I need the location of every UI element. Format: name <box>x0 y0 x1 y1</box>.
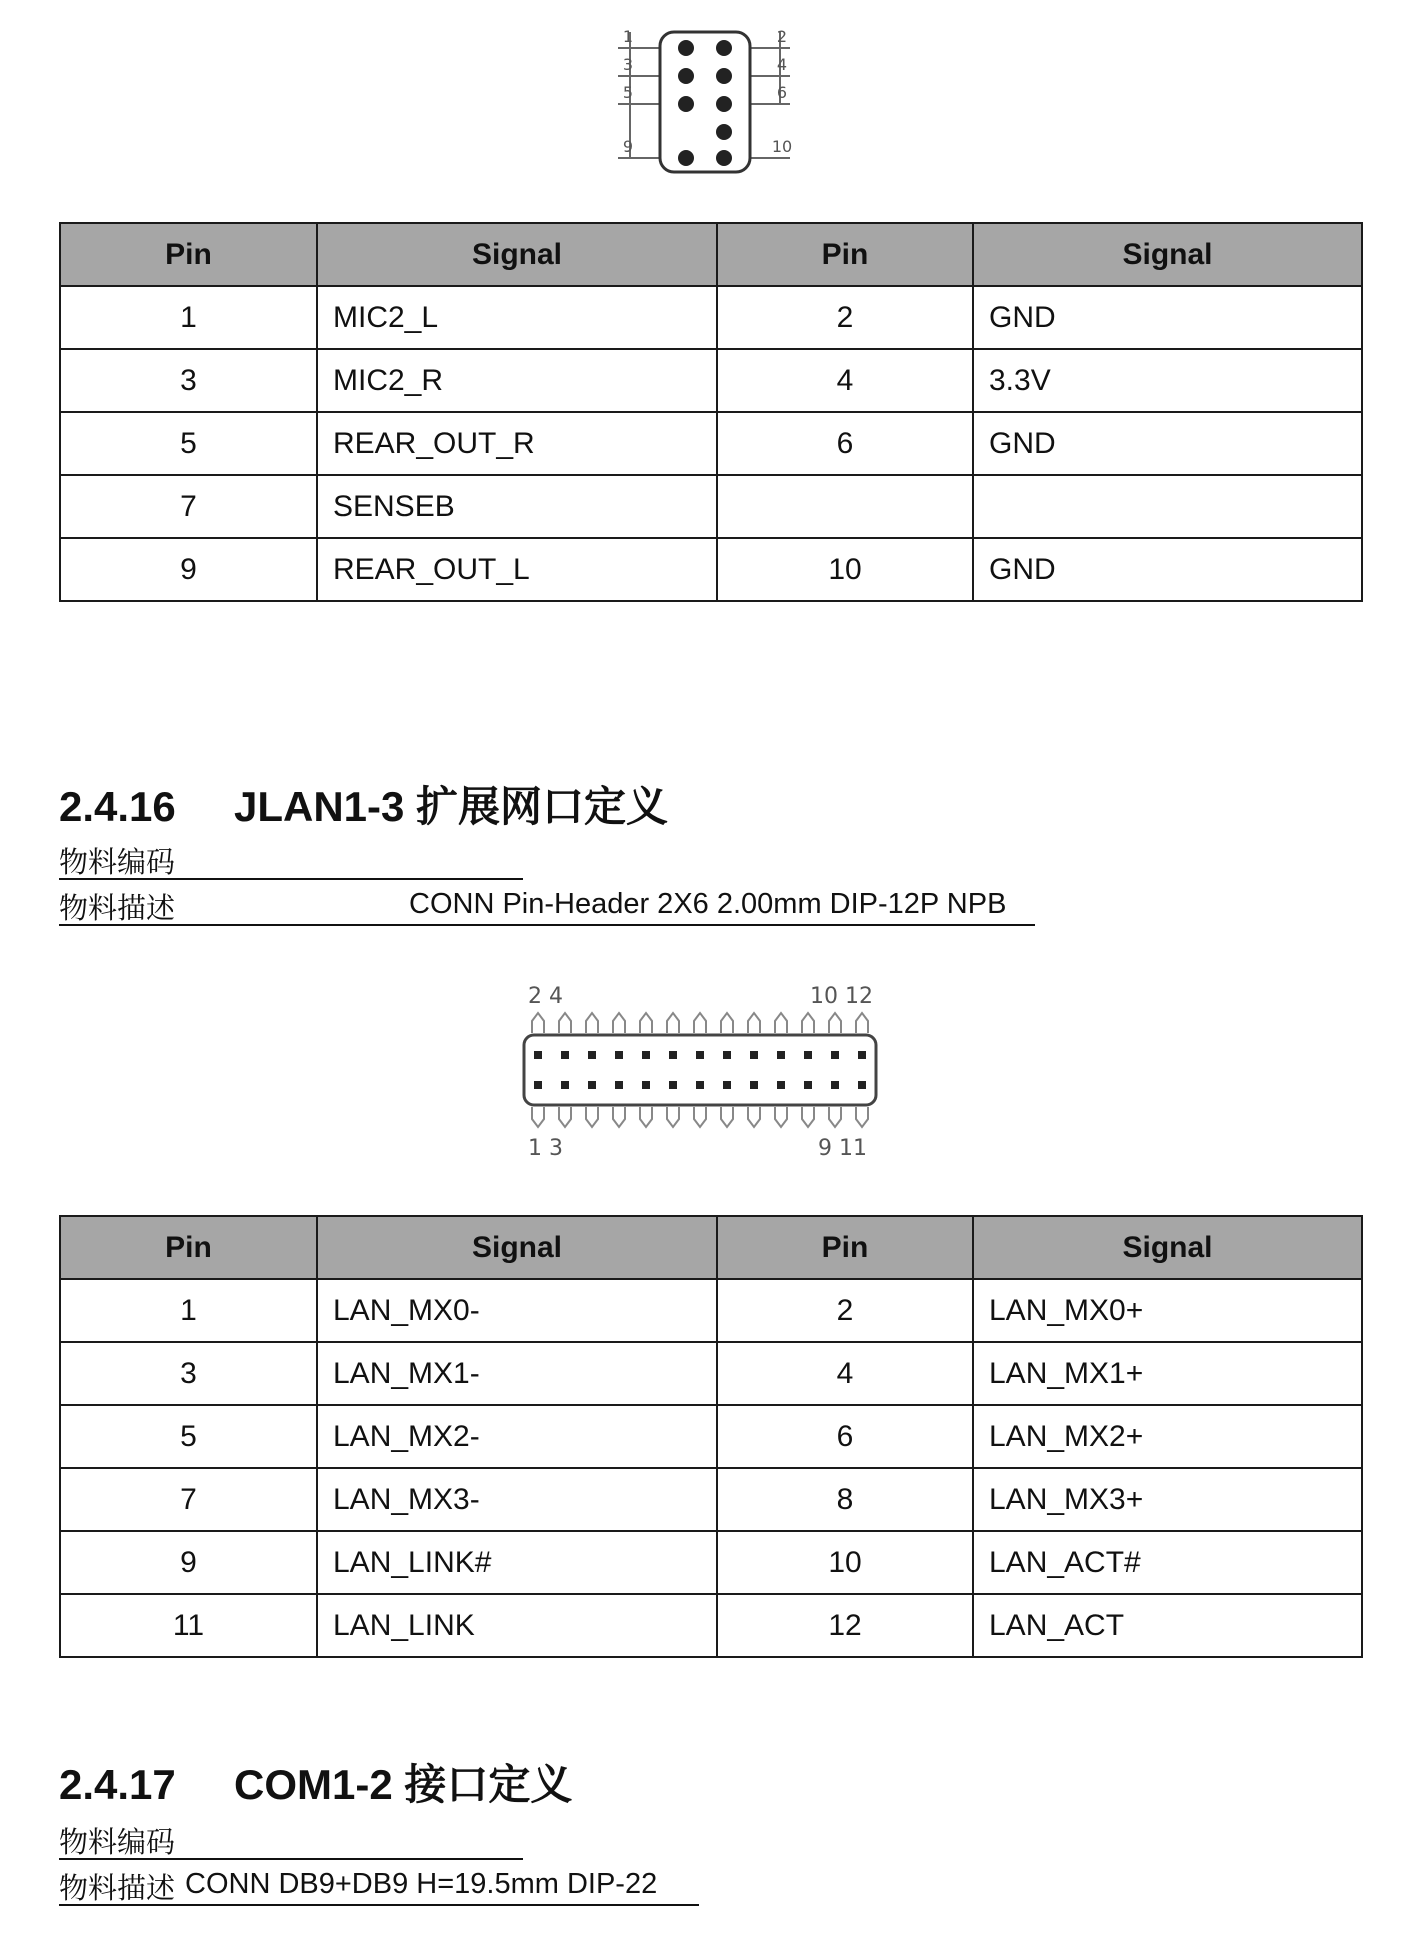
pin-cell: 4 <box>717 1342 973 1405</box>
pin-dot <box>696 1081 704 1089</box>
pin-dot <box>723 1051 731 1059</box>
pin-cell: 8 <box>717 1468 973 1531</box>
pin-cell: 7 <box>60 475 317 538</box>
material-desc-field <box>59 1866 699 1906</box>
pin-dot <box>858 1081 866 1089</box>
col-header: Pin <box>60 223 317 286</box>
pin-label: 3 <box>622 55 634 74</box>
signal-cell: SENSEB <box>317 475 717 538</box>
audio-header-diagram <box>600 10 810 180</box>
table-header-row <box>60 223 1362 286</box>
signal-cell: GND <box>973 538 1362 601</box>
pin-dot <box>858 1051 866 1059</box>
material-code-field <box>59 840 523 880</box>
pin-cell <box>717 475 973 538</box>
pin-dot <box>804 1081 812 1089</box>
pin-cell: 6 <box>717 412 973 475</box>
section-heading-lan <box>59 774 668 834</box>
pin-dot <box>804 1051 812 1059</box>
pin-cell: 2 <box>717 1279 973 1342</box>
section-title: COM1-2 接口定义 <box>234 1761 573 1808</box>
signal-cell: REAR_OUT_R <box>317 412 717 475</box>
signal-cell: LAN_MX2- <box>317 1405 717 1468</box>
col-header: Signal <box>973 1216 1362 1279</box>
col-header: Signal <box>317 1216 717 1279</box>
lan-pin-table <box>59 1215 1363 1658</box>
pin-lead <box>559 1107 571 1127</box>
pin-lead <box>748 1013 760 1033</box>
table-row <box>60 1531 1362 1594</box>
pin-cell: 3 <box>60 1342 317 1405</box>
pin-lead <box>613 1107 625 1127</box>
pin-cell: 4 <box>717 349 973 412</box>
pin-lead <box>532 1013 544 1033</box>
pin-lead <box>721 1013 733 1033</box>
pin-lead <box>694 1013 706 1033</box>
pin-dot <box>669 1051 677 1059</box>
material-desc-value: CONN DB9+DB9 H=19.5mm DIP-22 <box>185 1868 658 1900</box>
pin-lead <box>559 1013 571 1033</box>
signal-cell: MIC2_L <box>317 286 717 349</box>
signal-cell: GND <box>973 286 1362 349</box>
pin-dot <box>723 1081 731 1089</box>
signal-cell: LAN_ACT <box>973 1594 1362 1657</box>
pin-lead <box>640 1107 652 1127</box>
diagram-label-top-left: 2 4 <box>528 984 563 1009</box>
pin-dot <box>831 1081 839 1089</box>
pin-cell: 1 <box>60 1279 317 1342</box>
pin-lead <box>613 1013 625 1033</box>
pin-label: 1 <box>622 27 634 46</box>
pin-lead <box>856 1013 868 1033</box>
pin-lead <box>640 1013 652 1033</box>
signal-cell: REAR_OUT_L <box>317 538 717 601</box>
signal-cell <box>973 475 1362 538</box>
pin-label: 5 <box>622 83 634 102</box>
pin-label: 10 <box>771 137 793 156</box>
pin-lead <box>775 1107 787 1127</box>
pin-dot <box>669 1081 677 1089</box>
material-code-label: 物料编码 <box>59 1825 176 1859</box>
signal-cell: GND <box>973 412 1362 475</box>
pin-dot <box>534 1081 542 1089</box>
pin-cell: 10 <box>717 1531 973 1594</box>
pin-dot <box>615 1051 623 1059</box>
material-desc-label: 物料描述 <box>59 1871 176 1905</box>
section-number: 2.4.16 <box>59 783 176 830</box>
pin-label: 9 <box>622 137 634 156</box>
pin-cell: 1 <box>60 286 317 349</box>
col-header: Signal <box>317 223 717 286</box>
signal-cell: LAN_MX3- <box>317 1468 717 1531</box>
audio-pin-table <box>59 222 1363 602</box>
table-row <box>60 1279 1362 1342</box>
pin-label: 4 <box>776 55 788 74</box>
pin-dot <box>831 1051 839 1059</box>
col-header: Signal <box>973 223 1362 286</box>
table-row <box>60 475 1362 538</box>
signal-cell: LAN_MX0- <box>317 1279 717 1342</box>
pin-cell: 7 <box>60 1468 317 1531</box>
signal-cell: LAN_LINK# <box>317 1531 717 1594</box>
table-row <box>60 1342 1362 1405</box>
signal-cell: LAN_MX3+ <box>973 1468 1362 1531</box>
pin-dot <box>561 1051 569 1059</box>
section-heading-com <box>59 1752 572 1812</box>
pin-dot <box>642 1051 650 1059</box>
table-row <box>60 1594 1362 1657</box>
pin-lead <box>829 1107 841 1127</box>
pin-dot <box>615 1081 623 1089</box>
signal-cell: LAN_MX1- <box>317 1342 717 1405</box>
pin-dot <box>696 1051 704 1059</box>
signal-cell: LAN_ACT# <box>973 1531 1362 1594</box>
material-code-field <box>59 1820 523 1860</box>
pin-lead <box>829 1013 841 1033</box>
signal-cell: MIC2_R <box>317 349 717 412</box>
section-number: 2.4.17 <box>59 1761 176 1808</box>
pin-cell: 6 <box>717 1405 973 1468</box>
pin-lead <box>667 1107 679 1127</box>
pin-dot <box>777 1051 785 1059</box>
diagram-label-bottom-left: 1 3 <box>528 1136 563 1161</box>
pin-dot <box>750 1051 758 1059</box>
signal-cell: LAN_MX0+ <box>973 1279 1362 1342</box>
lan-header-diagram <box>510 975 890 1165</box>
pin-label: 2 <box>776 27 788 46</box>
pin-cell: 9 <box>60 1531 317 1594</box>
pin-lead <box>586 1013 598 1033</box>
pin-lead <box>856 1107 868 1127</box>
pin-cell: 3 <box>60 349 317 412</box>
pin-dot <box>588 1081 596 1089</box>
pin-lead <box>802 1107 814 1127</box>
material-desc-label: 物料描述 <box>59 891 176 925</box>
pin-dot <box>561 1081 569 1089</box>
pin-dot <box>642 1081 650 1089</box>
pin-lead <box>586 1107 598 1127</box>
table-row <box>60 538 1362 601</box>
pin-lead <box>802 1013 814 1033</box>
col-header: Pin <box>717 1216 973 1279</box>
col-header: Pin <box>60 1216 317 1279</box>
diagram-label-bottom-right: 9 11 <box>818 1136 867 1161</box>
pin-lead <box>721 1107 733 1127</box>
pin-lead <box>775 1013 787 1033</box>
table-row <box>60 1468 1362 1531</box>
pin-cell: 2 <box>717 286 973 349</box>
pin-lead <box>532 1107 544 1127</box>
signal-cell: LAN_MX2+ <box>973 1405 1362 1468</box>
material-desc-value: CONN Pin-Header 2X6 2.00mm DIP-12P NPB <box>409 888 1007 920</box>
section-title: JLAN1-3 扩展网口定义 <box>234 783 669 830</box>
signal-cell: 3.3V <box>973 349 1362 412</box>
pin-cell: 10 <box>717 538 973 601</box>
pin-dot <box>534 1051 542 1059</box>
pin-lead <box>694 1107 706 1127</box>
material-code-label: 物料编码 <box>59 845 176 879</box>
table-header-row <box>60 1216 1362 1279</box>
pin-dot <box>750 1081 758 1089</box>
pin-cell: 9 <box>60 538 317 601</box>
pin-lead <box>748 1107 760 1127</box>
table-row <box>60 412 1362 475</box>
col-header: Pin <box>717 223 973 286</box>
table-row <box>60 286 1362 349</box>
material-desc-field <box>59 886 1035 926</box>
table-row <box>60 1405 1362 1468</box>
signal-cell: LAN_LINK <box>317 1594 717 1657</box>
table-row <box>60 349 1362 412</box>
pin-cell: 5 <box>60 1405 317 1468</box>
signal-cell: LAN_MX1+ <box>973 1342 1362 1405</box>
pin-cell: 5 <box>60 412 317 475</box>
diagram-label-top-right: 10 12 <box>810 984 873 1009</box>
pin-cell: 11 <box>60 1594 317 1657</box>
pin-dot <box>588 1051 596 1059</box>
pin-dot <box>777 1081 785 1089</box>
pin-label: 6 <box>776 83 788 102</box>
pin-cell: 12 <box>717 1594 973 1657</box>
pin-lead <box>667 1013 679 1033</box>
